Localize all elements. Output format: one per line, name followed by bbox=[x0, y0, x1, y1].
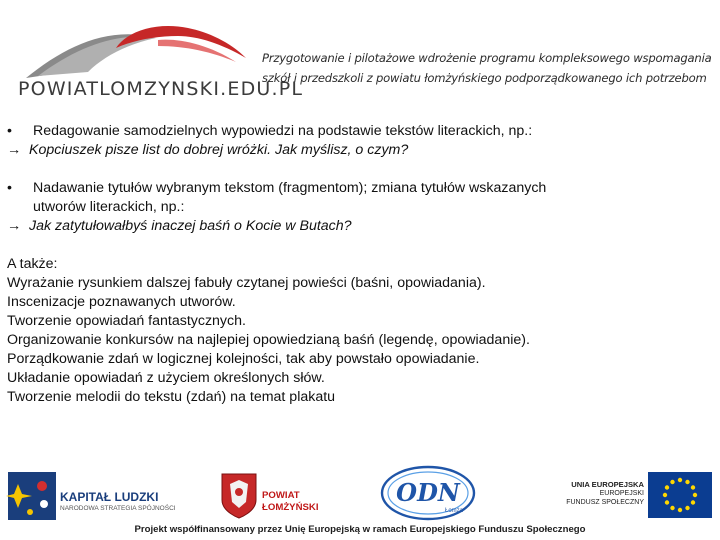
list-item: Wyrażanie rysunkiem dalszej fabuły czytanej powieści (baśni, opowiadania). bbox=[7, 275, 486, 291]
also-section bbox=[7, 255, 707, 407]
bullet-marker: • bbox=[7, 180, 12, 196]
funding-note: Projekt współfinansowany przez Unię Europejską w ramach Europejskiego Funduszu Społecznego bbox=[134, 524, 586, 535]
list-item: Układanie opowiadań z użyciem określonych słów. bbox=[7, 370, 325, 386]
arrow-icon: → bbox=[7, 218, 22, 234]
project-title bbox=[262, 48, 714, 88]
kapital-ludzki-title: KAPITAŁ LUDZKI bbox=[60, 490, 159, 504]
bullet-text: Nadawanie tytułów wybranym tekstom (fragmentom); zmiana tytułów wskazanych bbox=[33, 180, 547, 196]
example-text: Kopciuszek pisze list do dobrej wróżki. Jak myślisz, o czym? bbox=[29, 142, 409, 158]
bullet-marker: • bbox=[7, 123, 12, 139]
list-item: Inscenizacje poznawanych utworów. bbox=[7, 294, 236, 310]
odn-city: Łomża bbox=[444, 508, 464, 514]
project-title-line-1: Przygotowanie i pilotażowe wdrożenie programu kompleksowego wspomagania bbox=[262, 51, 712, 65]
kapital-ludzki-logo[interactable] bbox=[0, 462, 200, 522]
eu-text bbox=[554, 480, 644, 507]
powiat-line-2: ŁOMŻYŃSKI bbox=[262, 502, 319, 513]
bullet-text-continued: utworów literackich, np.: bbox=[33, 199, 185, 215]
coat-of-arms-icon bbox=[220, 472, 258, 520]
odn-logo[interactable] bbox=[378, 464, 478, 522]
example-line bbox=[7, 217, 707, 236]
list-item: Organizowanie konkursów na najlepiej opowiedzianą baśń (legendę, opowiadanie). bbox=[7, 332, 530, 348]
powiat-line-1: POWIAT bbox=[262, 490, 300, 501]
eu-subtitle-1: EUROPEJSKI bbox=[599, 490, 644, 497]
list-item: Porządkowanie zdań w logicznej kolejności, tak aby powstało opowiadanie. bbox=[7, 351, 480, 367]
main-content bbox=[7, 122, 707, 407]
eu-flag[interactable] bbox=[648, 472, 712, 518]
bullet-item-1 bbox=[7, 122, 707, 160]
eu-title: UNIA EUROPEJSKA bbox=[571, 480, 644, 489]
project-title-line-2: szkół i przedszkoli z powiatu łomżyńskiego podporządkowanego ich potrzebom bbox=[262, 71, 707, 85]
example-text: Jak zatytułowałbyś inaczej baśń o Kocie w Butach? bbox=[29, 218, 352, 234]
odn-letters: ODN bbox=[396, 478, 460, 507]
powiat-lomzynski-logo[interactable] bbox=[8, 18, 304, 104]
footer-logos bbox=[0, 462, 720, 540]
kapital-ludzki-subtitle: NARODOWA STRATEGIA SPÓJNOŚCI bbox=[60, 505, 176, 512]
bullet-text: Redagowanie samodzielnych wypowiedzi na podstawie tekstów literackich, np.: bbox=[33, 123, 533, 139]
odn-emblem-icon bbox=[378, 464, 478, 522]
list-item: Tworzenie melodii do tekstu (zdań) na temat plakatu bbox=[7, 389, 336, 405]
open-book-icon bbox=[8, 18, 253, 80]
arrow-icon: → bbox=[7, 142, 22, 158]
eu-flag-icon bbox=[648, 472, 712, 518]
eu-subtitle-2: FUNDUSZ SPOŁECZNY bbox=[566, 499, 644, 506]
logo-text: POWIATLOMZYNSKI.EDU.PL bbox=[18, 78, 304, 100]
also-heading: A także: bbox=[7, 256, 58, 272]
list-item: Tworzenie opowiadań fantastycznych. bbox=[7, 313, 246, 329]
powiat-name bbox=[262, 490, 319, 514]
header bbox=[0, 0, 720, 110]
bullet-item-2 bbox=[7, 179, 707, 236]
kapital-ludzki-star-icon bbox=[4, 466, 60, 526]
example-line bbox=[7, 141, 707, 160]
